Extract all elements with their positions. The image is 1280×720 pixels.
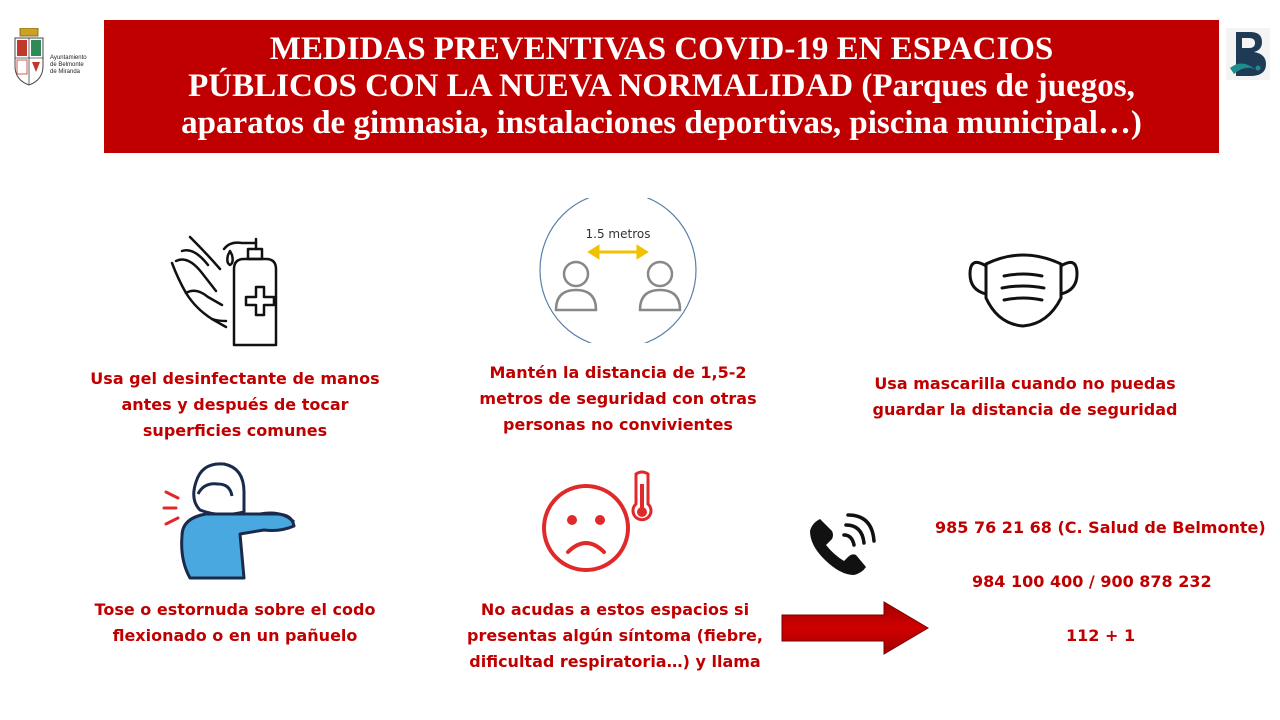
title-line-1: MEDIDAS PREVENTIVAS COVID-19 EN ESPACIOS	[269, 31, 1054, 67]
title-line-3: aparatos de gimnasia, instalaciones deportivas, piscina municipal…)	[181, 105, 1142, 141]
municipal-crest-icon	[12, 28, 46, 86]
emergency-phone: 112 + 1	[1066, 626, 1136, 645]
title-banner	[104, 20, 1219, 153]
symptoms-caption: No acudas a estos espacios si presentas algún síntoma (fiebre, dificultad respiratoria…) y llama	[467, 600, 763, 671]
distance-caption: Mantén la distancia de 1,5-2 metros de seguridad con otras personas no convivientes	[479, 363, 757, 434]
title-line-2: PÚBLICOS CON LA NUEVA NORMALIDAD (Parques de juegos,	[188, 68, 1135, 104]
belmonte-logo-icon	[1226, 28, 1270, 80]
arrow-right-icon	[780, 600, 930, 656]
social-distance-icon	[538, 198, 698, 343]
crest-caption: Ayuntamiento de Belmonte de Miranda	[50, 55, 87, 75]
phone-call-icon	[806, 513, 878, 579]
cough-elbow-icon	[160, 460, 300, 580]
gel-caption: Usa gel desinfectante de manos antes y después de tocar superficies comunes	[90, 369, 380, 440]
mask-caption: Usa mascarilla cuando no puedas guardar la distancia de seguridad	[872, 374, 1178, 419]
health-center-phone: 985 76 21 68 (C. Salud de Belmonte)	[935, 518, 1266, 537]
hand-sanitizer-icon	[168, 235, 283, 350]
face-mask-icon	[966, 244, 1081, 328]
information-phone-lines: 984 100 400 / 900 878 232	[972, 572, 1212, 591]
sad-face-thermometer-icon	[540, 470, 658, 575]
cough-caption: Tose o estornuda sobre el codo flexionado o en un pañuelo	[94, 600, 376, 645]
distance-label: 1.5 metros	[585, 227, 651, 241]
